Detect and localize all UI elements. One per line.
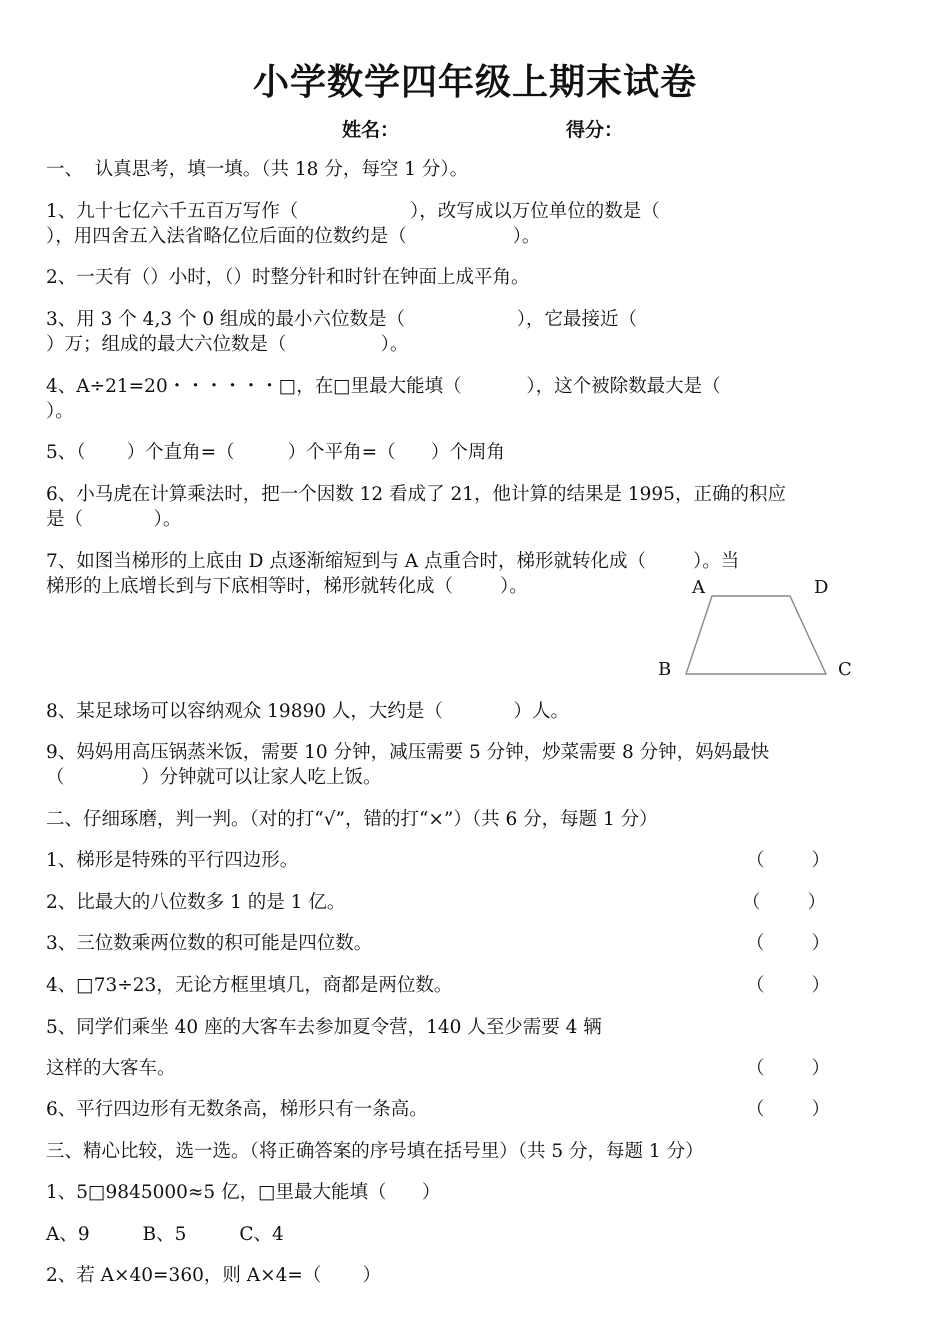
question-1-line2: ），用四舍五入法省略亿位后面的位数约是（ ）。: [46, 226, 541, 247]
judge-question-4: 4、□73÷23，无论方框里填几，商都是两位数。: [46, 975, 453, 996]
choice-question-1: 1、5□9845000≈5 亿，□里最大能填（ ）: [46, 1182, 441, 1203]
trapezoid-label-c: C: [838, 659, 852, 680]
question-3-line2: ）万；组成的最大六位数是（ ）。: [46, 334, 409, 355]
choice-question-2: 2、若 A×40=360，则 A×4=（ ）: [46, 1265, 382, 1286]
question-5: 5、（ ）个直角=（ ）个平角=（ ）个周角: [46, 442, 505, 463]
section3-heading: 三、精心比较，选一选。（将正确答案的序号填在括号里）（共 5 分，每题 1 分）: [46, 1141, 704, 1162]
question-8: 8、某足球场可以容纳观众 19890 人，大约是（ ）人。: [46, 701, 569, 722]
question-6-line1: 6、小马虎在计算乘法时，把一个因数 12 看成了 21，他计算的结果是 1995，正确的积应: [46, 484, 786, 505]
trapezoid-figure: [680, 590, 840, 690]
section2-heading: 二、仔细琢磨，判一判。（对的打“√”，错的打“×”）（共 6 分，每题 1 分）: [46, 809, 658, 830]
judge-answer-1: （ ）: [746, 850, 831, 871]
trapezoid-label-b: B: [658, 659, 672, 680]
judge-answer-5: （ ）: [746, 1058, 831, 1079]
question-2: 2、一天有（）小时，（）时整分针和时针在钟面上成平角。: [46, 267, 530, 288]
trapezoid-label-a: A: [692, 577, 705, 598]
judge-question-2: 2、比最大的八位数多 1 的是 1 亿。: [46, 892, 346, 913]
judge-question-1: 1、梯形是特殊的平行四边形。: [46, 850, 299, 871]
question-7-line1: 7、如图当梯形的上底由 D 点逐渐缩短到与 A 点重合时，梯形就转化成（ ）。当: [46, 551, 740, 572]
judge-answer-3: （ ）: [746, 933, 831, 954]
score-label: 得分：: [566, 119, 624, 141]
trapezoid-label-d: D: [814, 577, 829, 598]
question-9-line1: 9、妈妈用高压锅蒸米饭，需要 10 分钟，减压需要 5 分钟，炒菜需要 8 分钟，妈妈最快: [46, 742, 770, 763]
question-9-line2: （ ）分钟就可以让家人吃上饭。: [46, 767, 382, 788]
question-6-line2: 是（ ）。: [46, 509, 182, 530]
judge-question-6: 6、平行四边形有无数条高，梯形只有一条高。: [46, 1099, 428, 1120]
question-1-line1: 1、九十七亿六千五百万写作（ ），改写成以万位单位的数是（: [46, 201, 660, 222]
name-label: 姓名：: [342, 119, 400, 141]
question-3-line1: 3、用 3 个 4,3 个 0 组成的最小六位数是（ ），它最接近（: [46, 309, 637, 330]
question-7-line2: 梯形的上底增长到与下底相等时，梯形就转化成（ ）。: [46, 576, 528, 597]
judge-answer-6: （ ）: [746, 1099, 831, 1120]
question-4-line2: ）。: [46, 401, 74, 422]
judge-question-5-line2: 这样的大客车。: [46, 1058, 176, 1079]
section1-heading: 一、 认真思考，填一填。（共 18 分，每空 1 分）。: [46, 159, 469, 180]
page-title: 小学数学四年级上期末试卷: [252, 62, 697, 103]
judge-answer-2: （ ）: [742, 892, 827, 913]
question-4-line1: 4、A÷21=20・・・・・・□，在□里最大能填（ ），这个被除数最大是（: [46, 376, 721, 397]
judge-question-5-line1: 5、同学们乘坐 40 座的大客车去参加夏令营，140 人至少需要 4 辆: [46, 1017, 602, 1038]
judge-answer-4: （ ）: [746, 975, 831, 996]
judge-question-3: 3、三位数乘两位数的积可能是四位数。: [46, 933, 373, 954]
choice-question-1-options: A、9 B、5 C、4: [46, 1224, 284, 1245]
